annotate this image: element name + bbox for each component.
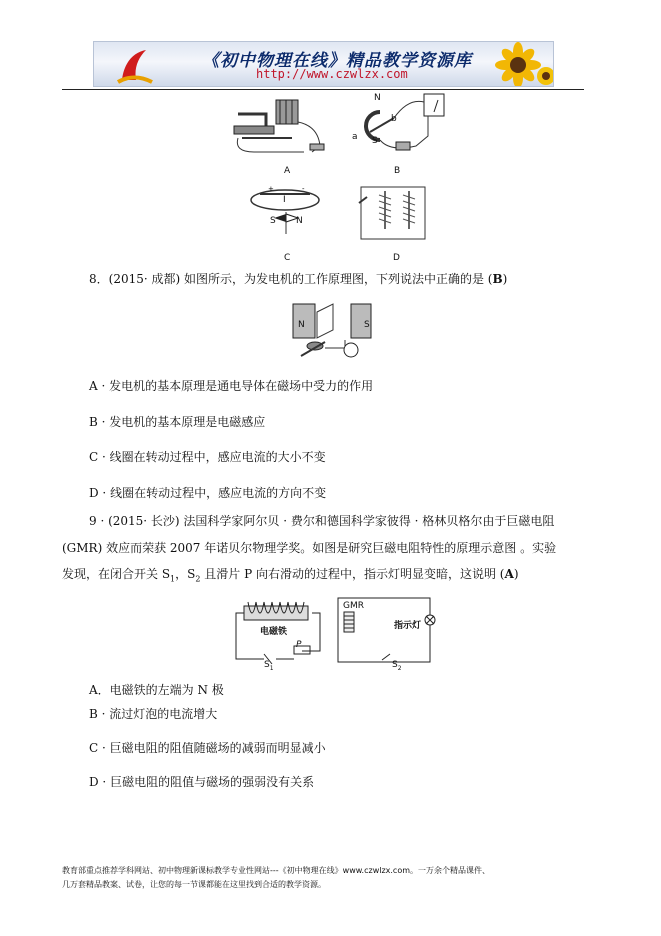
generator-s-label: S <box>364 320 370 330</box>
q8-answer: B <box>492 272 503 286</box>
banner-url[interactable]: http://www.czwlzx.com <box>256 67 408 81</box>
s2-sub: 2 <box>397 664 402 672</box>
banner-title: 《初中物理在线》精品教学资源库 <box>202 51 472 71</box>
figure-b-s-label: S <box>372 136 378 146</box>
q9-line1: 9 · (2015· 长沙) 法国科学家阿尔贝 · 费尔和德国科学家彼得 · 格林贝格尔由于巨磁电阻 <box>89 514 555 528</box>
generator-n-label: N <box>298 320 305 330</box>
q9-option-c: C · 巨磁电阻的阻值随磁场的减弱而明显减小 <box>89 741 326 755</box>
figure-c <box>248 178 322 250</box>
figure-b <box>350 92 450 164</box>
q9-line2: (GMR) 效应而荣获 2007 年诺贝尔物理学奖。如图是研究巨磁电阻特性的原理示意图 。实验 <box>62 541 557 555</box>
electromagnet-label: 电磁铁 <box>260 627 288 637</box>
figure-a-label: A <box>284 166 291 176</box>
figure-d-label: D <box>393 253 400 263</box>
logo-icon <box>114 46 154 84</box>
slider-p-label: P <box>296 640 302 650</box>
figure-c-s-label: S <box>270 216 276 226</box>
s1-letter: S <box>264 660 270 670</box>
figure-a <box>228 92 338 174</box>
sunflower-icon <box>482 42 554 87</box>
s2-label <box>392 660 402 672</box>
q8-close: ) <box>502 272 508 286</box>
generator-figure <box>291 298 375 362</box>
svg-text:+: + <box>268 185 274 193</box>
q8-option-c: C · 线圈在转动过程中，感应电流的大小不变 <box>89 450 326 464</box>
q9-line3-b: ，S <box>175 567 196 581</box>
gmr-label: GMR <box>343 601 364 611</box>
svg-text:-: - <box>302 185 305 193</box>
footer-line2: 几万套精品教案、试卷，让您的每一节课都能在这里找到合适的教学资源。 <box>62 880 326 889</box>
figure-b-a-label: a <box>352 132 358 142</box>
figure-c-i-label: I <box>283 195 286 205</box>
q9-line3-c: 且滑片 P 向右滑动的过程中，指示灯明显变暗，这说明 ( <box>200 567 505 581</box>
q9-line3-sub1: 1 <box>170 574 176 584</box>
lamp-label: 指示灯 <box>394 621 422 631</box>
q8-option-a: A · 发电机的基本原理是通电导体在磁场中受力的作用 <box>89 379 374 393</box>
header-banner <box>93 41 554 87</box>
figure-b-b-label: b <box>391 114 397 124</box>
q8-option-d: D · 线圈在转动过程中，感应电流的方向不变 <box>89 486 327 500</box>
s1-sub: 1 <box>269 664 274 672</box>
header-rule <box>62 89 584 90</box>
figure-c-label: C <box>284 253 291 263</box>
q9-option-a: A．电磁铁的左端为 N 极 <box>89 683 224 697</box>
footer-line1: 教育部重点推荐学科网站、初中物理新课标教学专业性网站---《初中物理在线》www.czwlzx.com。一万余个精品课件、 <box>62 866 491 875</box>
q9-close: ) <box>513 567 519 581</box>
q9-option-d: D · 巨磁电阻的阻值与磁场的强弱没有关系 <box>89 775 315 789</box>
s1-label <box>264 660 274 672</box>
s2-letter: S <box>392 660 398 670</box>
q9-option-b: B · 流过灯泡的电流增大 <box>89 707 218 721</box>
q8-option-b: B · 发电机的基本原理是电磁感应 <box>89 415 266 429</box>
figure-b-label: B <box>394 166 401 176</box>
q9-line3-a: 发现，在闭合开关 S <box>62 567 171 581</box>
q9-line3-sub2: 2 <box>195 574 201 584</box>
q9-answer: A <box>504 567 514 581</box>
figure-c-n-label: N <box>296 216 303 226</box>
q9-line3 <box>62 566 519 587</box>
figure-b-n-label: N <box>374 93 381 103</box>
figure-d <box>355 183 435 245</box>
q8-stem: 8．(2015· 成都) 如图所示，为发电机的工作原理图，下列说法中正确的是 ( <box>89 272 493 286</box>
q8-stem-line <box>89 271 507 287</box>
